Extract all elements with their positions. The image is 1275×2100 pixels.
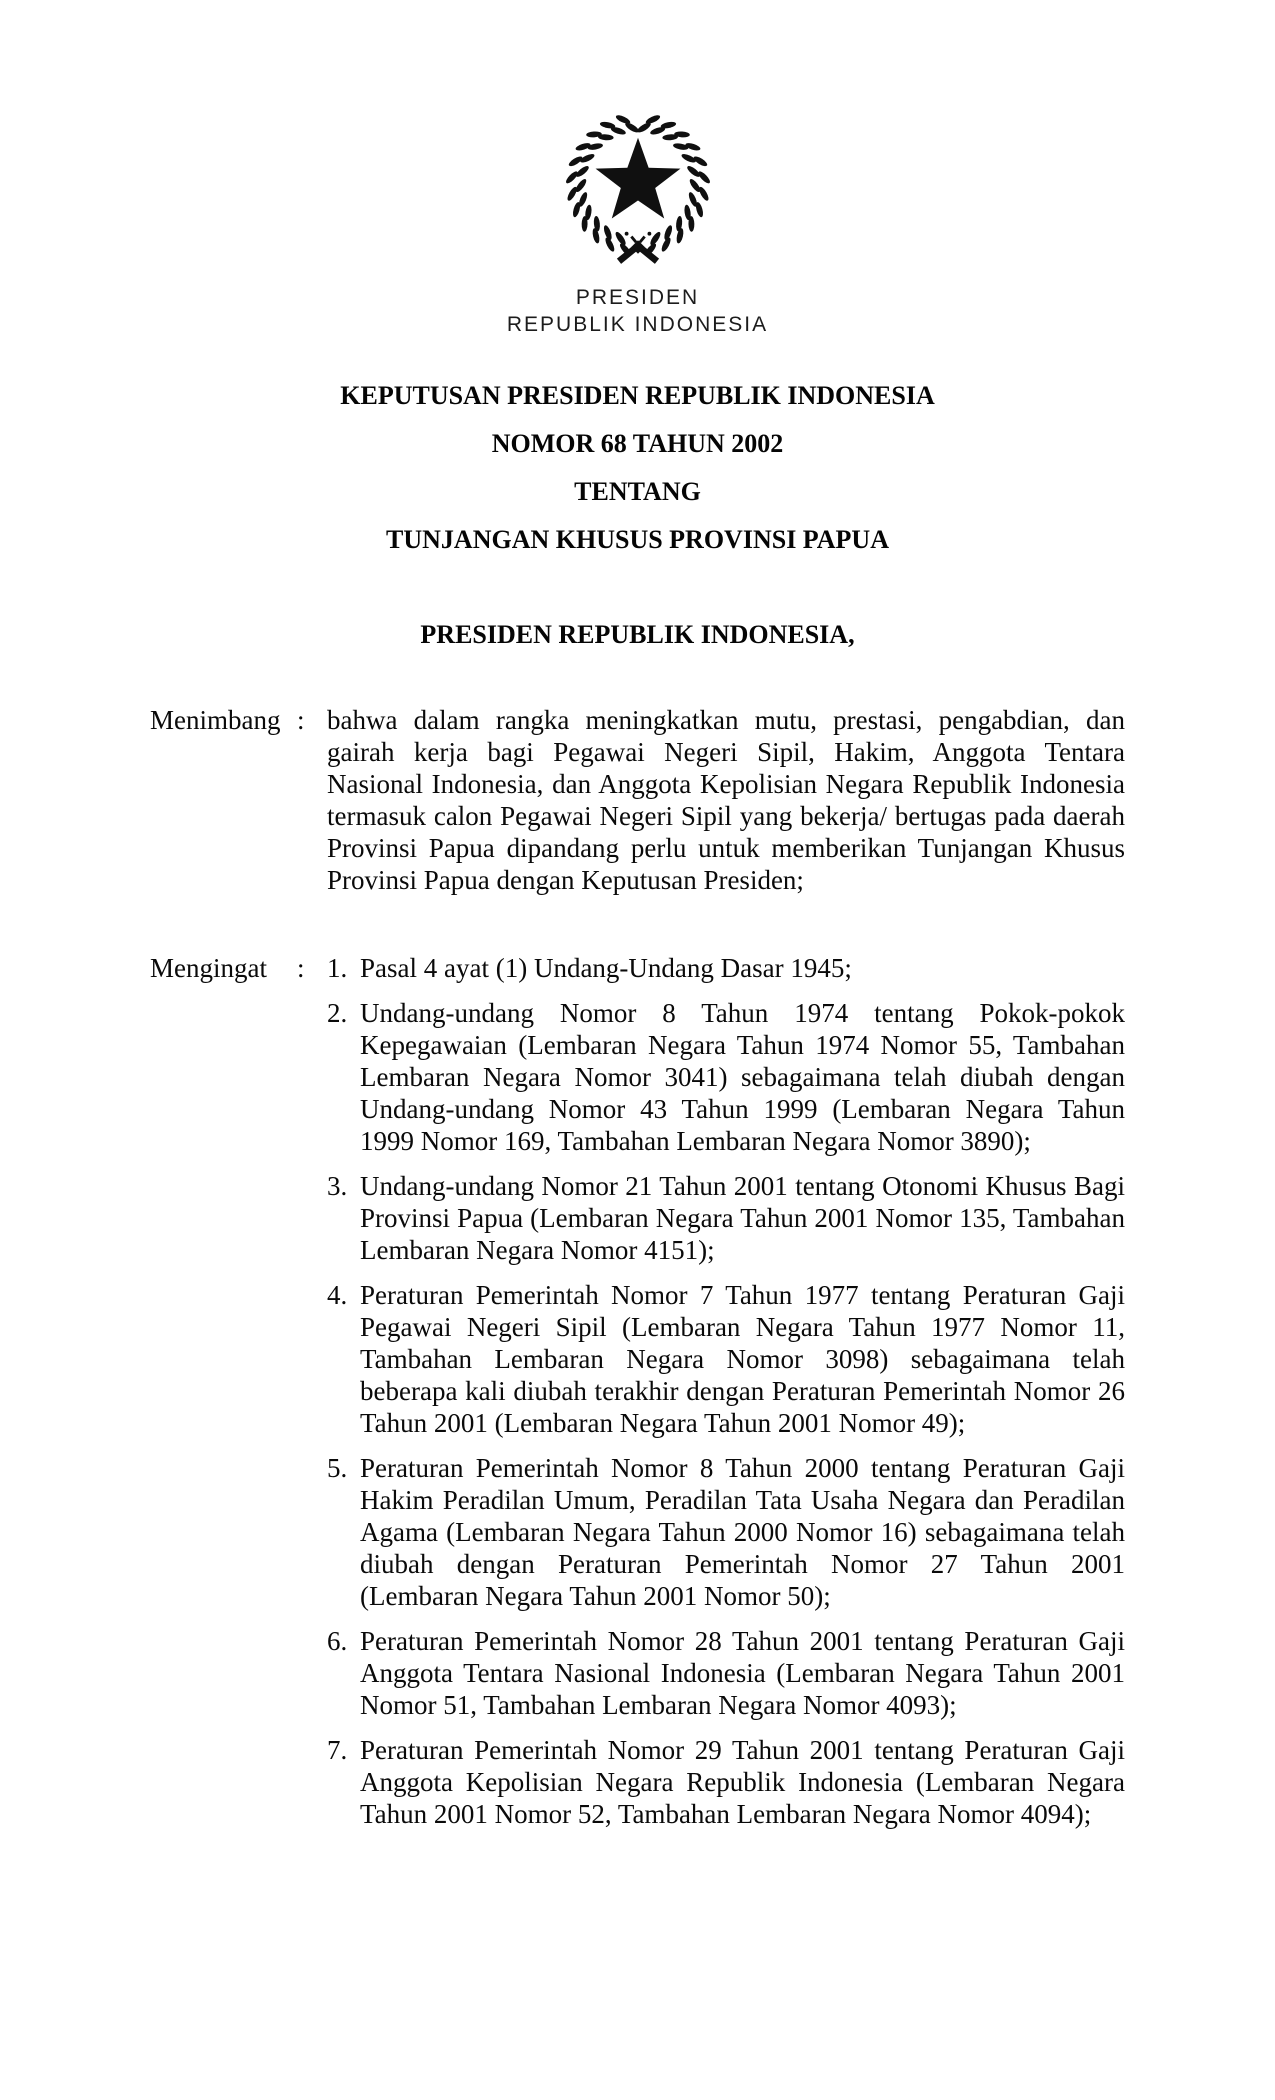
letterhead-line-1: PRESIDEN: [575, 286, 700, 309]
document-title: [0, 372, 1275, 564]
title-line: NOMOR 68 TAHUN 2002: [491, 429, 784, 458]
text-line: beberapa kali diubah terakhir dengan Peraturan Pemerintah Nomor 26: [360, 1376, 1125, 1406]
text-line: Hakim Peradilan Umum, Peradilan Tata Usaha Negara dan Peradilan: [360, 1485, 1125, 1515]
section-colon: :: [297, 705, 305, 735]
text-line: Peraturan Pemerintah Nomor 8 Tahun 2000 tentang Peraturan Gaji: [360, 1453, 1125, 1483]
consideration-item: [327, 1279, 1125, 1439]
text-line: (Lembaran Negara Tahun 2001 Nomor 50);: [360, 1581, 831, 1611]
menimbang-paragraph: [327, 704, 1125, 896]
text-line: Tahun 2001 Nomor 52, Tambahan Lembaran Negara Nomor 4094);: [360, 1799, 1092, 1829]
text-line: Anggota Kepolisian Negara Republik Indonesia (Lembaran Negara: [360, 1767, 1125, 1797]
item-number: 2.: [327, 998, 348, 1028]
consideration-item: [327, 952, 1125, 984]
menimbang-section: [150, 704, 1125, 896]
text-line: gairah kerja bagi Pegawai Negeri Sipil, Hakim, Anggota Tentara: [327, 737, 1125, 767]
title-line: KEPUTUSAN PRESIDEN REPUBLIK INDONESIA: [340, 381, 935, 410]
text-line: Peraturan Pemerintah Nomor 7 Tahun 1977 tentang Peraturan Gaji: [360, 1280, 1125, 1310]
text-line: Provinsi Papua (Lembaran Negara Tahun 2001 Nomor 135, Tambahan: [360, 1203, 1125, 1233]
text-line: Kepegawaian (Lembaran Negara Tahun 1974 Nomor 55, Tambahan: [360, 1030, 1125, 1060]
text-line: Lembaran Negara Nomor 3041) sebagaimana telah diubah dengan: [360, 1062, 1125, 1092]
item-text: [360, 1625, 1125, 1721]
item-text: [360, 1734, 1125, 1830]
title-line: TUNJANGAN KHUSUS PROVINSI PAPUA: [386, 525, 889, 554]
item-number: 6.: [327, 1626, 348, 1656]
text-line: Provinsi Papua dipandang perlu untuk memberikan Tunjangan Khusus: [327, 833, 1125, 863]
star-icon: [595, 138, 680, 219]
text-line: termasuk calon Pegawai Negeri Sipil yang bekerja/ bertugas pada daerah: [327, 801, 1125, 831]
text-line: bahwa dalam rangka meningkatkan mutu, prestasi, pengabdian, dan: [327, 705, 1125, 735]
item-text: [360, 952, 1125, 984]
item-text: [360, 997, 1125, 1157]
item-text: [360, 1452, 1125, 1612]
text-line: Agama (Lembaran Negara Tahun 2000 Nomor 16) sebagaimana telah: [360, 1517, 1125, 1547]
consideration-item: [327, 997, 1125, 1157]
body-sections: [150, 704, 1125, 1830]
item-text: [360, 1279, 1125, 1439]
item-number: 7.: [327, 1735, 348, 1765]
text-line: Pasal 4 ayat (1) Undang-Undang Dasar 1945;: [360, 953, 852, 983]
item-number: 5.: [327, 1453, 348, 1483]
text-line: Nasional Indonesia, dan Anggota Kepolisian Negara Republik Indonesia: [327, 769, 1125, 799]
letterhead-text: [0, 284, 1275, 338]
preamble-heading: PRESIDEN REPUBLIK INDONESIA,: [420, 620, 855, 649]
consideration-item: [327, 1734, 1125, 1830]
text-line: Lembaran Negara Nomor 4151);: [360, 1235, 715, 1265]
text-line: Provinsi Papua dengan Keputusan Presiden;: [327, 865, 804, 895]
text-line: Tahun 2001 (Lembaran Negara Tahun 2001 Nomor 49);: [360, 1408, 966, 1438]
considerations-list: [327, 952, 1125, 1830]
text-line: Nomor 51, Tambahan Lembaran Negara Nomor 4093);: [360, 1690, 957, 1720]
text-line: Anggota Tentara Nasional Indonesia (Lembaran Negara Tahun 2001: [360, 1658, 1125, 1688]
item-number: 1.: [327, 953, 348, 983]
text-line: Peraturan Pemerintah Nomor 29 Tahun 2001 tentang Peraturan Gaji: [360, 1735, 1125, 1765]
item-number: 3.: [327, 1171, 348, 1201]
section-label: Mengingat: [150, 953, 267, 983]
section-colon: :: [297, 953, 305, 983]
section-label: Menimbang: [150, 705, 281, 735]
presidential-seal-icon: [562, 108, 714, 272]
text-line: Undang-undang Nomor 21 Tahun 2001 tentang Otonomi Khusus Bagi: [360, 1171, 1125, 1201]
text-line: Undang-undang Nomor 8 Tahun 1974 tentang Pokok-pokok: [360, 998, 1125, 1028]
letterhead-line-2: REPUBLIK INDONESIA: [506, 313, 769, 336]
text-line: diubah dengan Peraturan Pemerintah Nomor 27 Tahun 2001: [360, 1549, 1125, 1579]
item-text: [360, 1170, 1125, 1266]
letterhead: [0, 108, 1275, 338]
consideration-item: [327, 1170, 1125, 1266]
mengingat-section: [150, 952, 1125, 1830]
title-line: TENTANG: [574, 477, 701, 506]
text-line: 1999 Nomor 169, Tambahan Lembaran Negara Nomor 3890);: [360, 1126, 1031, 1156]
consideration-item: [327, 1452, 1125, 1612]
text-line: Pegawai Negeri Sipil (Lembaran Negara Tahun 1977 Nomor 11,: [360, 1312, 1125, 1342]
text-line: Peraturan Pemerintah Nomor 28 Tahun 2001 tentang Peraturan Gaji: [360, 1626, 1125, 1656]
text-line: Undang-undang Nomor 43 Tahun 1999 (Lembaran Negara Tahun: [360, 1094, 1125, 1124]
consideration-item: [327, 1625, 1125, 1721]
item-number: 4.: [327, 1280, 348, 1310]
text-line: Tambahan Lembaran Negara Nomor 3098) sebagaimana telah: [360, 1344, 1125, 1374]
